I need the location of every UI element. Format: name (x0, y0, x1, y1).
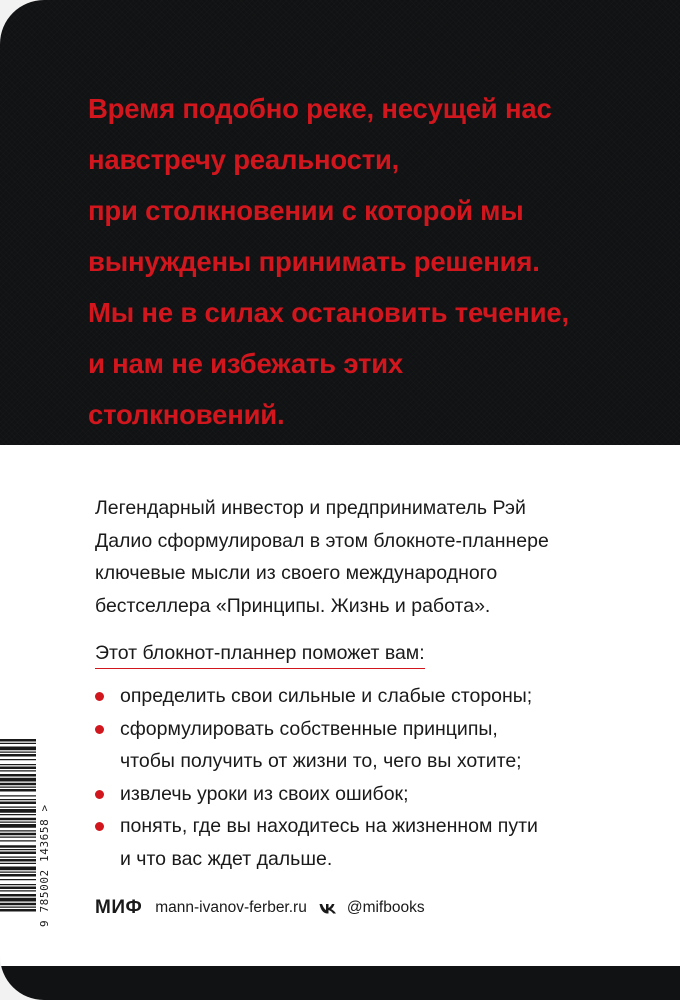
publisher-website[interactable]: mann-ivanov-ferber.ru (155, 899, 307, 916)
barcode-bar (0, 884, 36, 885)
barcode-bar (0, 909, 36, 912)
barcode-bar (0, 747, 36, 751)
barcode-bar (0, 894, 36, 897)
barcode-bar (0, 867, 36, 871)
barcode-bar (0, 857, 36, 858)
barcode-bar (0, 890, 36, 891)
barcode-bar (0, 814, 36, 815)
barcode-bar (0, 859, 36, 862)
bottom-dark-strip (0, 966, 680, 1000)
list-item-text: чтобы получить от жизни то, чего вы хотите; (120, 750, 522, 772)
isbn-number: 9 785002 143658 > (38, 804, 51, 927)
barcode-bar (0, 739, 36, 742)
barcode-bar (0, 799, 36, 800)
publisher-logo: МИФ (95, 897, 143, 918)
list-item-text: сформулировать собственные принципы, (120, 717, 498, 740)
description-line: Легендарный инвестор и предприниматель Рэй (95, 497, 526, 519)
barcode-bar (0, 852, 36, 855)
barcode-bar (0, 818, 36, 821)
list-item-text: определить свои сильные и слабые стороны; (120, 685, 533, 707)
publisher-footer (95, 897, 425, 919)
barcode-bar (0, 907, 36, 908)
bullet-dot-icon (95, 790, 104, 799)
barcode-bar (0, 840, 36, 841)
description-line: бестселлера «Принципы. Жизнь и работа». (95, 594, 491, 617)
bullet-dot-icon (95, 725, 104, 734)
list-item-text: понять, где вы находитесь на жизненном пути (120, 815, 538, 837)
barcode-bar (0, 837, 36, 838)
barcode-bar (0, 802, 36, 805)
barcode-bar (0, 743, 36, 744)
list-item (95, 680, 538, 713)
barcode-bar (0, 903, 36, 906)
isbn-barcode (0, 737, 36, 913)
list-item (95, 713, 538, 778)
quote-line: столкновений. (88, 399, 285, 430)
quote-panel (0, 0, 680, 445)
list-item-text: извлечь уроки из своих ошибок; (120, 782, 409, 805)
barcode-bar (0, 874, 36, 877)
barcode-bar (0, 822, 36, 823)
quote-line: Время подобно реке, несущей нас (88, 93, 552, 124)
barcode-bar (0, 754, 36, 757)
barcode-bar (0, 787, 36, 788)
barcode-bar (0, 759, 36, 760)
quote-line: навстречу реальности, (88, 144, 400, 175)
barcode-bar (0, 824, 36, 828)
barcode-bar (0, 795, 36, 796)
barcode-bar (0, 783, 36, 786)
barcode-bar (0, 770, 36, 771)
bullet-dot-icon (95, 692, 104, 701)
description-line: Далио сформулировал в этом блокноте-планнере (95, 529, 549, 552)
list-item (95, 810, 538, 875)
barcode-bar (0, 789, 36, 792)
barcode-bar (0, 809, 36, 813)
book-description (95, 492, 655, 622)
quote-line: Мы не в силах остановить течение, (88, 297, 569, 328)
description-section (0, 445, 680, 965)
list-item-text: и что вас ждет дальше. (120, 847, 333, 870)
quote-text (88, 83, 648, 440)
barcode-bar (0, 807, 36, 808)
barcode-bar (0, 752, 36, 753)
barcode-bar (0, 764, 36, 765)
barcode-bar (0, 872, 36, 873)
barcode-bar (0, 898, 36, 902)
bullet-dot-icon (95, 822, 104, 831)
quote-line: вынуждены принимать решения. (88, 246, 540, 277)
benefits-list (95, 680, 538, 875)
social-handle[interactable]: @mifbooks (346, 899, 425, 916)
quote-line: и нам не избежать этих (88, 348, 404, 379)
barcode-bar (0, 774, 36, 777)
barcode-bar (0, 887, 36, 890)
barcode-bar (0, 778, 36, 782)
barcode-bar (0, 863, 36, 864)
barcode-bar (0, 849, 36, 850)
list-item (95, 778, 538, 811)
quote-line: при столкновении с которой мы (88, 195, 524, 226)
benefits-heading: Этот блокнот-планнер поможет вам: (95, 640, 425, 669)
vk-icon (319, 903, 337, 914)
barcode-bar (0, 879, 36, 880)
barcode-bar (0, 845, 36, 848)
barcode-bar (0, 830, 36, 831)
barcode-bar (0, 833, 36, 836)
barcode-bar (0, 767, 36, 770)
description-line: ключевые мысли из своего международного (95, 562, 498, 584)
